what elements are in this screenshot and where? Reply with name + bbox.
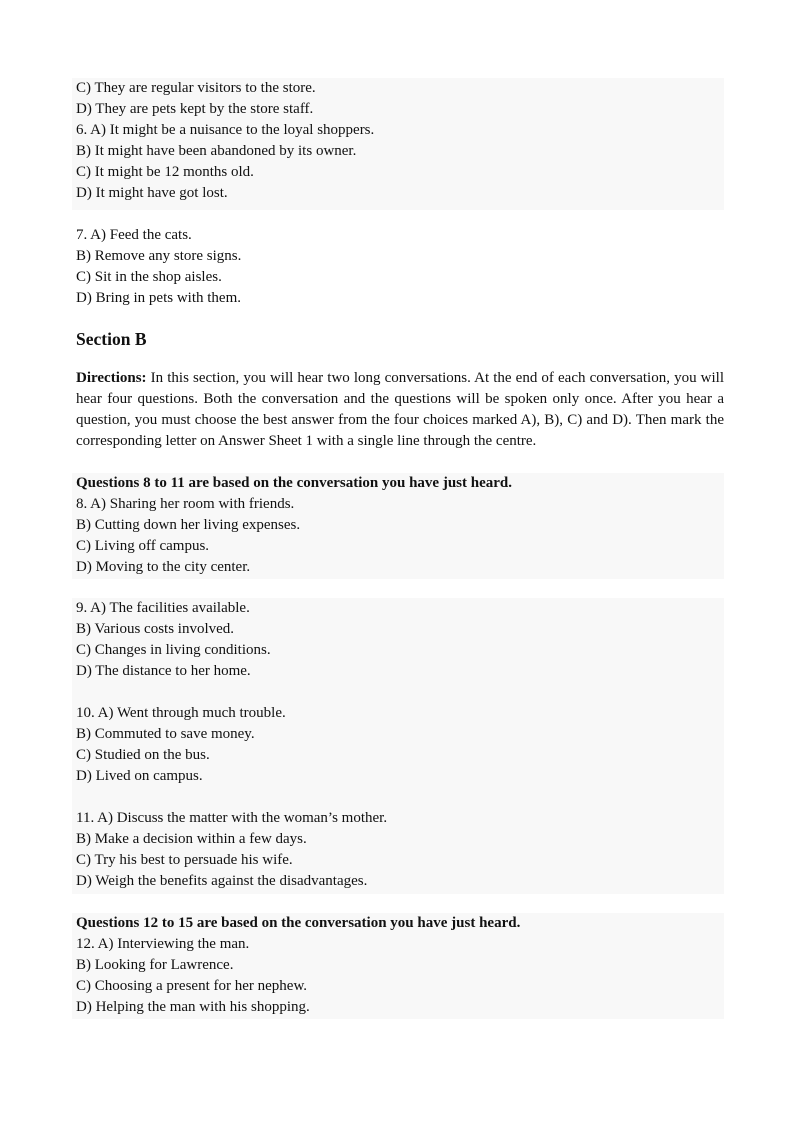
question-line: 8. A) Sharing her room with friends. [76, 496, 295, 512]
option-line: D) Bring in pets with them. [76, 290, 241, 306]
question-line: 9. A) The facilities available. [76, 600, 250, 616]
question-line: 6. A) It might be a nuisance to the loyal shoppers. [76, 122, 375, 138]
question-block-8 [72, 473, 724, 579]
group-heading: Questions 12 to 15 are based on the conversation you have just heard. [76, 915, 521, 931]
option-line: D) Weigh the benefits against the disadvantages. [76, 873, 368, 889]
option-line: D) Helping the man with his shopping. [76, 999, 310, 1015]
option-line: B) Looking for Lawrence. [76, 957, 234, 973]
question-line: 11. A) Discuss the matter with the woman’s mother. [76, 810, 388, 826]
question-block-12 [72, 913, 724, 1019]
option-line: D) Lived on campus. [76, 768, 203, 784]
directions-paragraph [76, 368, 724, 452]
option-line: B) Remove any store signs. [76, 248, 242, 264]
option-line: C) Try his best to persuade his wife. [76, 852, 293, 868]
question-line: 12. A) Interviewing the man. [76, 936, 250, 952]
option-line: D) They are pets kept by the store staff. [76, 101, 314, 117]
directions-label: Directions: [76, 370, 147, 386]
option-line: C) They are regular visitors to the store. [76, 80, 316, 96]
option-line: B) Make a decision within a few days. [76, 831, 307, 847]
option-line: D) It might have got lost. [76, 185, 228, 201]
option-line: B) Cutting down her living expenses. [76, 517, 301, 533]
question-block-5-6 [72, 78, 724, 210]
directions-text: In this section, you will hear two long conversations. At the end of each conversation, you will hear four questions. Both the conversation and the questions will be spoken only once. After you hear a question, you must choose the best answer from the four choices marked A), B), C) and D). Then mark the corresponding letter on Answer Sheet 1 with a single line through the centre. [76, 370, 724, 449]
option-line: B) It might have been abandoned by its owner. [76, 143, 357, 159]
question-line: 10. A) Went through much trouble. [76, 705, 286, 721]
option-line: C) Sit in the shop aisles. [76, 269, 222, 285]
group-heading: Questions 8 to 11 are based on the conversation you have just heard. [76, 475, 512, 491]
section-title: Section B [76, 329, 147, 349]
option-line: D) Moving to the city center. [76, 559, 251, 575]
option-line: C) Changes in living conditions. [76, 642, 271, 658]
option-line: C) Choosing a present for her nephew. [76, 978, 308, 994]
question-block-7 [72, 225, 724, 312]
question-block-9-11 [72, 598, 724, 894]
option-line: C) Living off campus. [76, 538, 210, 554]
option-line: B) Commuted to save money. [76, 726, 255, 742]
question-line: 7. A) Feed the cats. [76, 227, 192, 243]
option-line: D) The distance to her home. [76, 663, 251, 679]
option-line: C) Studied on the bus. [76, 747, 210, 763]
option-line: C) It might be 12 months old. [76, 164, 254, 180]
option-line: B) Various costs involved. [76, 621, 235, 637]
